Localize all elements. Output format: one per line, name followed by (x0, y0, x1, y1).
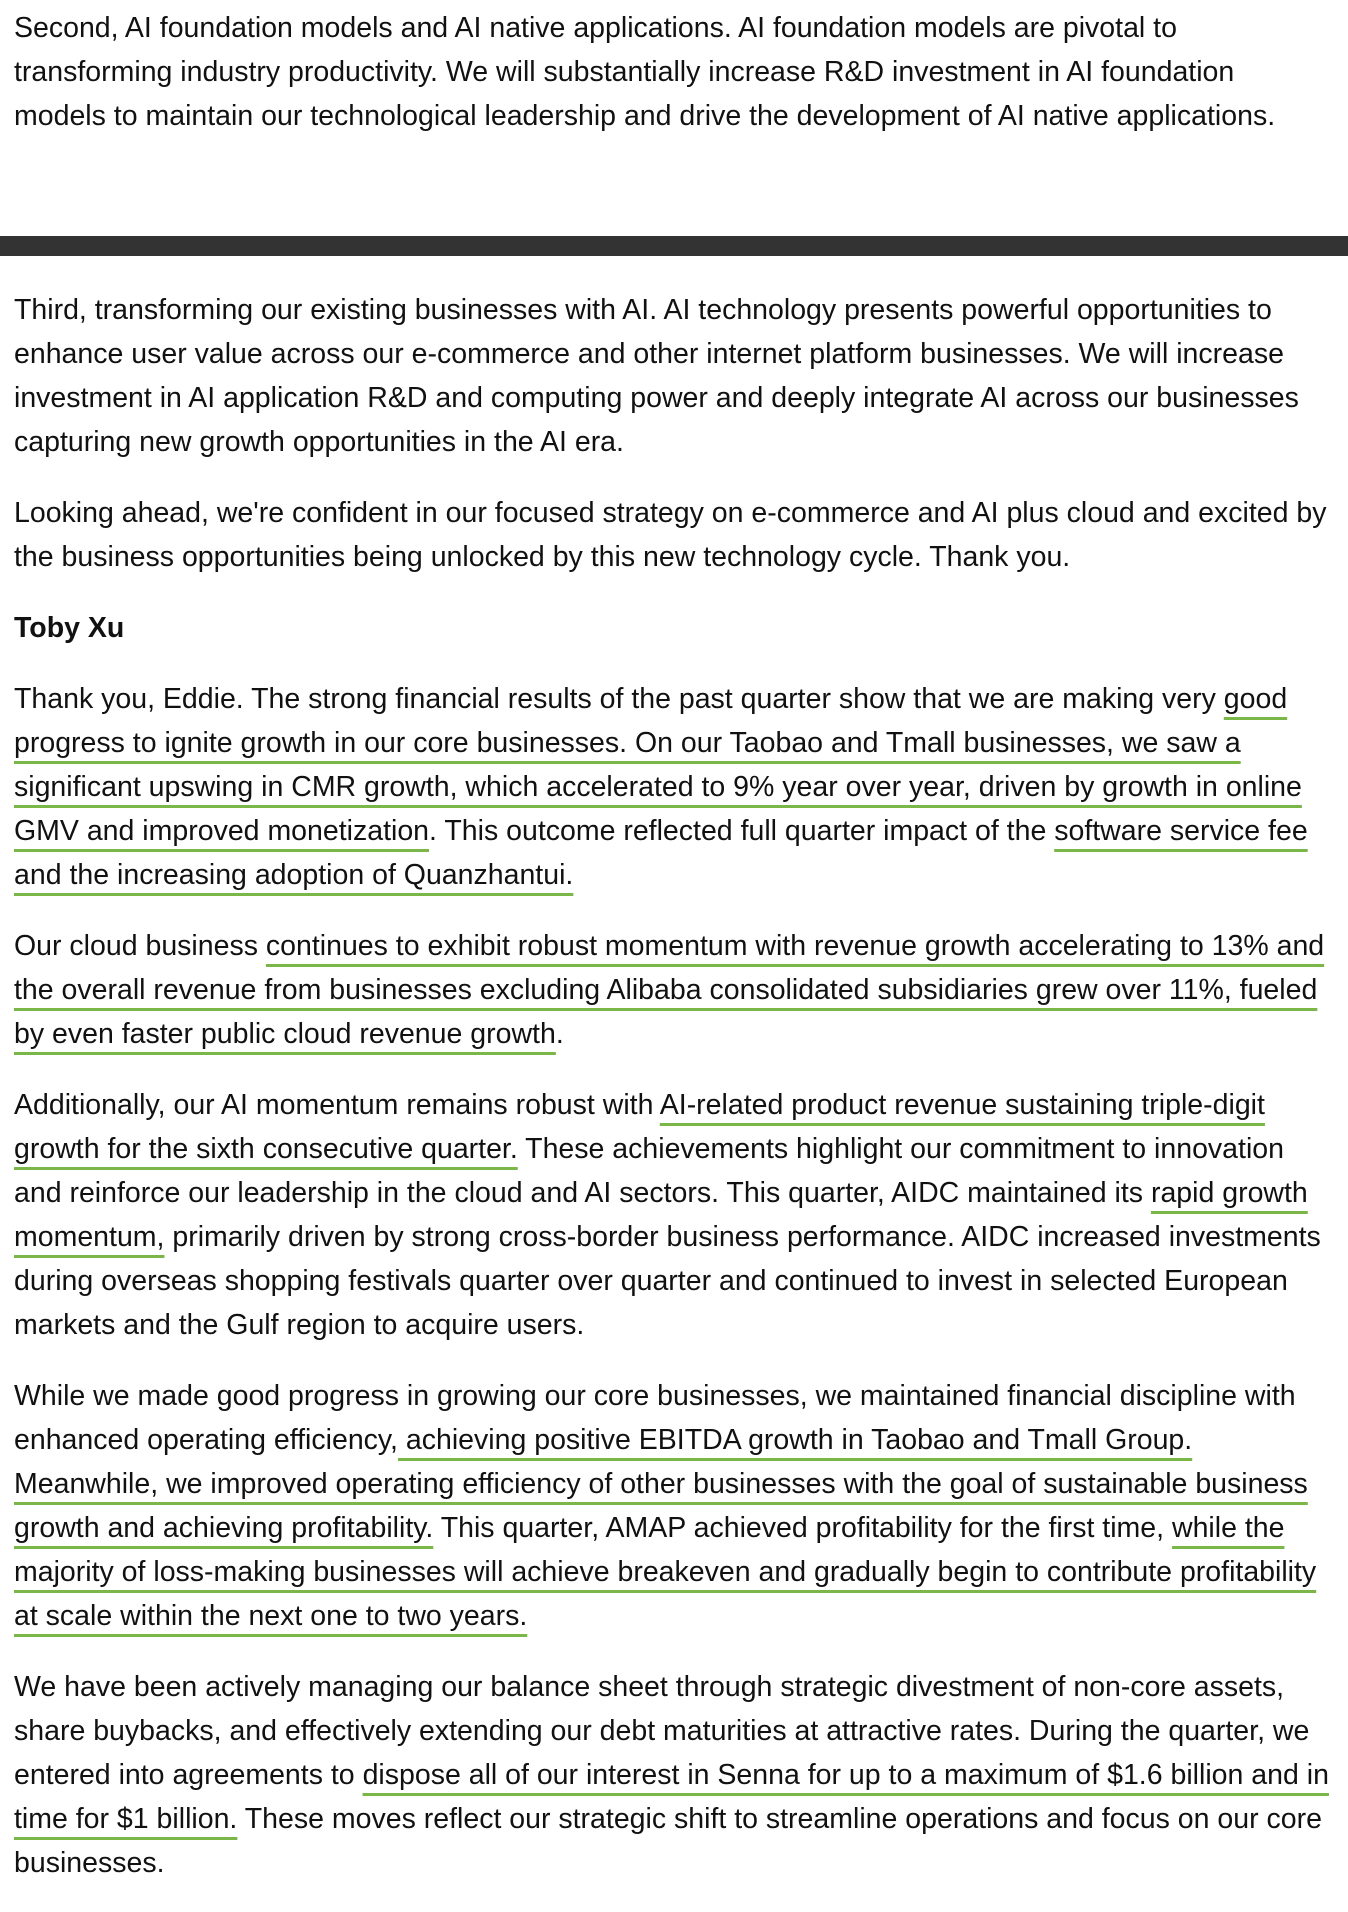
paragraph-looking-ahead: Looking ahead, we're confident in our focused strategy on e-commerce and AI plus cloud and excited by the business opportunities being unlocked by this new technology cycle. Thank you. (14, 497, 1327, 573)
plain-text: These moves reflect our strategic shift to streamline operations and focus on our core businesses. (14, 1803, 1322, 1879)
plain-text: While we made good progress in growing our core businesses, we maintained financial discipline with enhanced operating efficiency, (14, 1380, 1296, 1456)
paragraph-financial-results (14, 677, 1334, 897)
highlighted-text: good progress to ignite growth in our core businesses. On our Taobao and Tmall businesses, we saw a significant upswing in CMR growth, which accelerated to 9% year over year, driven by growth in online GMV and improved monetization (14, 683, 1302, 847)
highlighted-text: while the majority of loss-making businesses will achieve breakeven and gradually begin to contribute profitability at scale within the next one to two years. (14, 1512, 1317, 1632)
highlighted-text: AI-related product revenue sustaining triple-digit growth for the sixth consecutive quarter. (14, 1089, 1265, 1165)
plain-text: These achievements highlight our commitment to innovation and reinforce our leadership in the cloud and AI sectors. This quarter, AIDC maintained its (14, 1133, 1284, 1209)
paragraph-financial-discipline (14, 1374, 1334, 1638)
highlighted-text: rapid growth momentum, (14, 1177, 1308, 1253)
plain-text: . (555, 1018, 564, 1050)
highlighted-text: continues to exhibit robust momentum with revenue growth accelerating to 13% and the overall revenue from businesses excluding Alibaba consolidated subsidiaries grew over 11%, fueled by even faster public cloud revenue growth (14, 930, 1325, 1050)
plain-text: Additionally, our AI momentum remains robust with (14, 1089, 660, 1121)
highlighted-text: dispose all of our interest in Senna for up to a maximum of $1.6 billion and in time for $1 billion. (14, 1759, 1329, 1835)
plain-text: . This outcome reflected full quarter impact of the (429, 815, 1055, 847)
plain-text: Our cloud business (14, 930, 266, 962)
paragraph-cloud-business (14, 924, 1334, 1056)
highlighted-text: achieving positive EBITDA growth in Taobao and Tmall Group. Meanwhile, we improved operating efficiency of other businesses with the goal of sustainable business growth and achieving profitability. (14, 1424, 1308, 1544)
paragraph-transforming-businesses: Third, transforming our existing businesses with AI. AI technology presents powerful opportunities to enhance user value across our e-commerce and other internet platform businesses. We will increase investment in AI application R&D and computing power and deeply integrate AI across our businesses capturing new growth opportunities in the AI era. (14, 294, 1299, 458)
paragraph-balance-sheet (14, 1665, 1334, 1885)
transcript-section (14, 288, 1334, 1912)
plain-text: primarily driven by strong cross-border business performance. AIDC increased investments during overseas shopping festivals quarter over quarter and continued to invest in selected European markets and the Gulf region to acquire users. (14, 1221, 1321, 1341)
speaker-name: Toby Xu (14, 612, 125, 644)
plain-text: This quarter, AMAP achieved profitability for the first time, (433, 1512, 1172, 1544)
plain-text: Thank you, Eddie. The strong financial results of the past quarter show that we are making very (14, 683, 1224, 715)
paragraph-ai-momentum (14, 1083, 1334, 1347)
intro-section (14, 6, 1334, 165)
plain-text: We have been actively managing our balance sheet through strategic divestment of non-core assets, share buybacks, and effectively extending our debt maturities at attractive rates. During the quarter, we entered into agreements to (14, 1671, 1310, 1791)
paragraph-ai-foundation-models: Second, AI foundation models and AI native applications. AI foundation models are pivotal to transforming industry productivity. We will substantially increase R&D investment in AI foundation models to maintain our technological leadership and drive the development of AI native applications. (14, 12, 1276, 132)
section-divider (0, 236, 1348, 256)
highlighted-text: software service fee and the increasing adoption of Quanzhantui. (14, 815, 1308, 891)
